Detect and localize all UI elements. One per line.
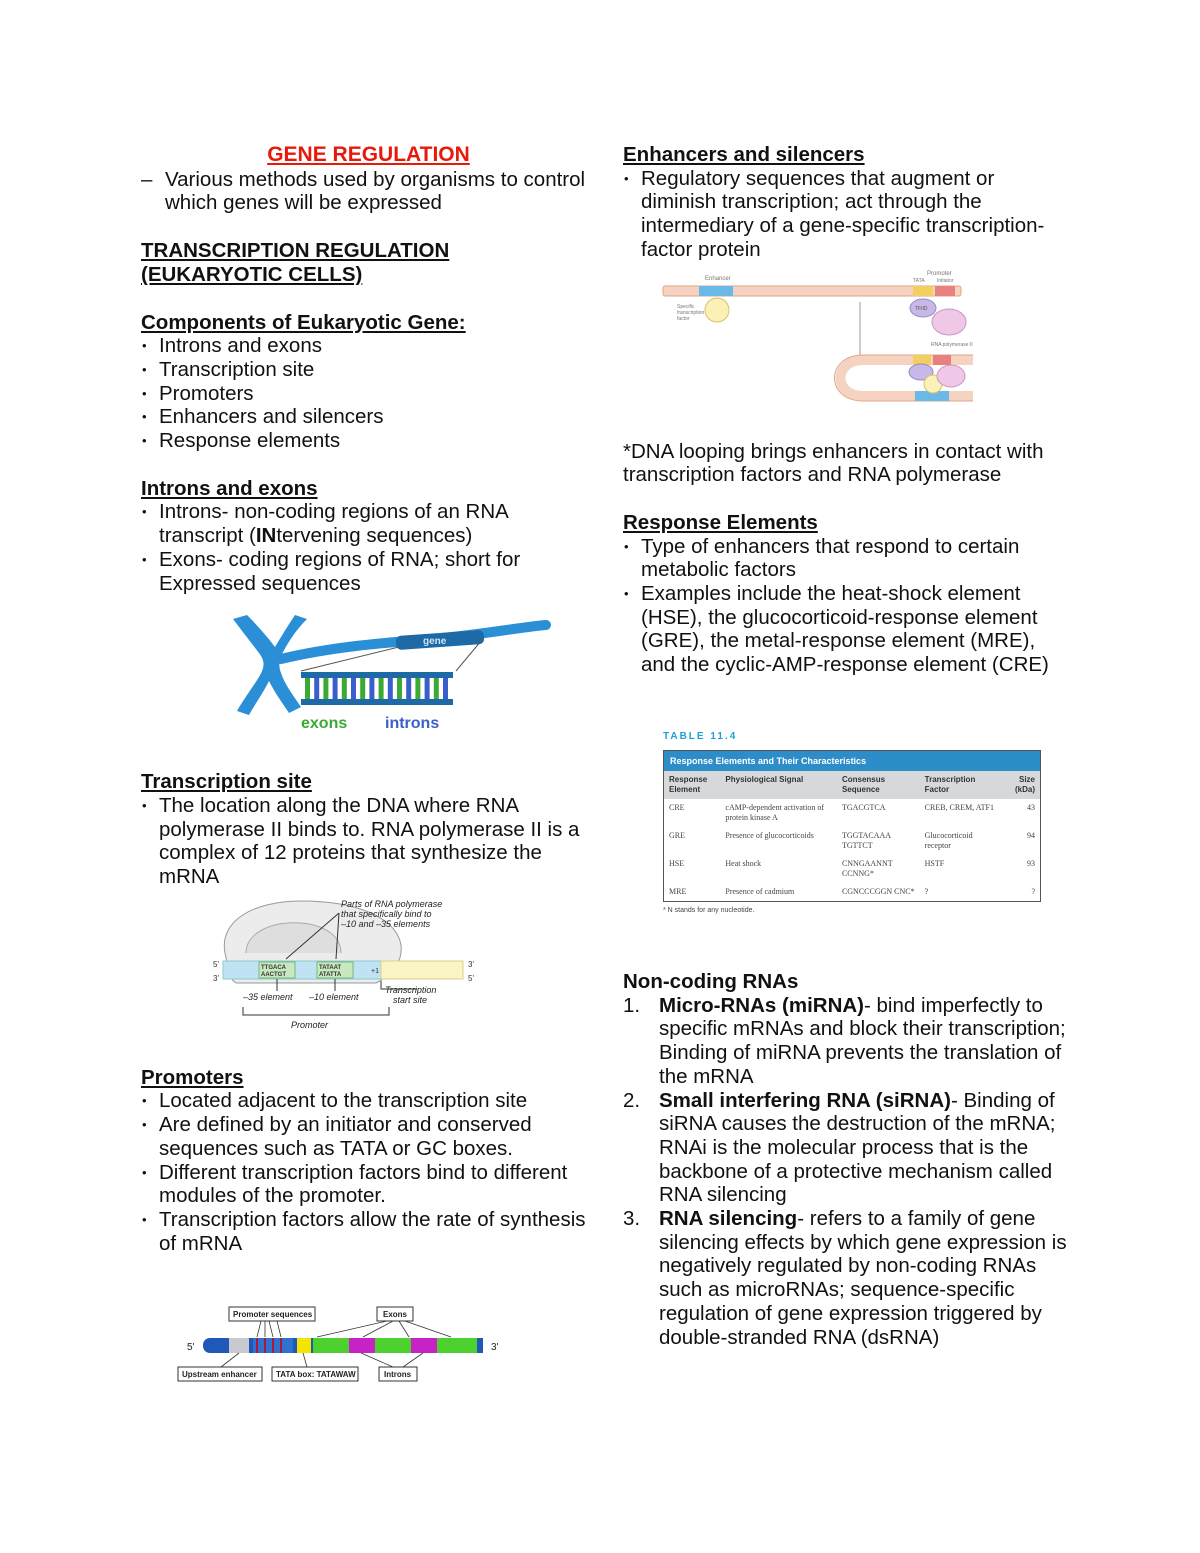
promoter-label: Promoter <box>927 270 952 277</box>
pointer-line <box>257 1321 261 1337</box>
list-item: • The location along the DNA where RNA polymerase II binds to. RNA polymerase II is a complex of 12 proteins that synthesize the mRNA <box>141 794 596 889</box>
pointer-line <box>303 1353 307 1367</box>
pointer-line <box>361 1353 393 1367</box>
rna-pol-label: RNA polymerase II <box>931 341 973 348</box>
item-number: 1. <box>623 993 641 1017</box>
list-item <box>141 500 596 547</box>
introns-box-label: Introns <box>384 1370 412 1380</box>
list-item: • Examples include the heat-shock element (HSE), the glucocorticoid-response element (GRE), the metal-response element (MRE), and the cyclic-AMP-response element (CRE) <box>623 582 1073 677</box>
table-cell: Presence of glucocorticoids <box>725 831 814 840</box>
list-item: • Located adjacent to the transcription site <box>141 1089 596 1113</box>
table-cell: GRE <box>669 831 685 840</box>
rna-pol-icon <box>932 309 966 335</box>
table-caption: Response Elements and Their Characteristics <box>664 751 1040 771</box>
item-text: - refers to a family of gene silencing effects by which gene expression is negatively regulated by non-coding RNAs such as microRNAs; sequence-specific regulation of gene expression triggered by double-stranded RNA (dsRNA) <box>659 1207 1067 1349</box>
gene-label: gene <box>423 636 447 648</box>
minus10-label: –10 element <box>309 991 359 1002</box>
table-cell: CRE <box>669 803 685 812</box>
dna-rung <box>360 678 365 699</box>
box1-top: TTGACA <box>261 964 286 971</box>
table-cell: 93 <box>1027 859 1035 868</box>
list-item: • Enhancers and silencers <box>141 405 596 429</box>
list-item: • Response elements <box>141 429 596 453</box>
tata-box-label: TATA box: TATAWAW <box>276 1370 356 1380</box>
list-item <box>623 994 1073 1089</box>
item-text: - Binding of siRNA causes the destruction of the mRNA; RNAi is the molecular process that is the backbone of a protective mechanism called RNA silencing <box>659 1088 1056 1207</box>
transcription-site-list <box>141 794 596 889</box>
item-bold: Micro-RNAs (miRNA) <box>659 993 864 1017</box>
gene-bar <box>203 1338 483 1353</box>
specific-tf-label-1: Specific <box>677 303 695 310</box>
item-bold: IN <box>255 524 277 548</box>
note-line1: Parts of RNA polymerase <box>341 898 443 909</box>
gene-exons-introns-figure <box>141 607 596 737</box>
intro-item: – Various methods used by organisms to control which genes will be expressed <box>141 168 596 215</box>
promoters-heading: Promoters <box>141 1065 244 1089</box>
enhancers-heading: Enhancers and silencers <box>623 143 865 166</box>
dna-rung <box>369 678 374 699</box>
response-elements-table-figure <box>663 730 1041 916</box>
dna-looping-figure <box>623 268 1073 428</box>
tata-label: TATA <box>913 277 925 284</box>
table-cell: TGGTACAAA TGTTCT <box>841 831 891 850</box>
table-label: TABLE 11.4 <box>663 731 738 742</box>
promoter-bracket <box>243 1007 389 1015</box>
note-line2: that specifically bind to <box>341 908 432 919</box>
box2-bottom: ATATTA <box>319 971 342 978</box>
table-cell: Heat shock <box>725 859 762 868</box>
initiator-label: Initiator <box>937 277 954 284</box>
box2-top: TATAAT <box>319 964 342 971</box>
exons-label: exons <box>301 715 348 733</box>
document-title: GENE REGULATION <box>267 143 470 166</box>
initiator-region-looped <box>933 355 951 365</box>
dna-rung <box>351 678 356 699</box>
promoters-list <box>141 1089 596 1255</box>
dna-rung <box>434 678 439 699</box>
noncoding-heading: Non-coding RNAs <box>623 970 799 993</box>
table-header: Transcription Factor <box>920 771 1003 799</box>
response-elements-list <box>623 535 1073 677</box>
noncoding-section <box>623 970 1073 1349</box>
intro-list <box>141 168 596 215</box>
minus35-label: –35 element <box>243 991 293 1002</box>
list-item <box>623 1089 1073 1208</box>
pointer-line <box>269 1321 273 1337</box>
item-bold: Small interfering RNA (siRNA) <box>659 1088 951 1112</box>
table-cell: ? <box>1031 887 1035 896</box>
pointer-line <box>317 1321 387 1337</box>
section-title-line2: (EUKARYOTIC CELLS) <box>141 262 363 286</box>
dna-rung <box>443 678 448 699</box>
list-item: • Exons- coding regions of RNA; short for Expressed sequences <box>141 548 596 595</box>
tfiid-label: TFIID <box>915 305 928 312</box>
transcription-site-heading: Transcription site <box>141 770 312 794</box>
three-prime-right: 3' <box>468 959 474 969</box>
response-elements-heading: Response Elements <box>623 510 818 534</box>
pointer-line <box>399 1321 409 1337</box>
pointer-line <box>221 1353 239 1367</box>
list-item: • Introns and exons <box>141 334 596 358</box>
list-item <box>623 1207 1073 1349</box>
exons-box-label: Exons <box>383 1310 408 1320</box>
introns-exons-heading: Introns and exons <box>141 476 318 500</box>
dna-ladder <box>301 672 453 705</box>
item-text: Introns- non-coding regions of an RNA transcript ( <box>159 500 508 548</box>
table-cell: HSTF <box>924 859 945 868</box>
table-row <box>664 827 1040 855</box>
pointer-line <box>405 1321 451 1337</box>
rna-polymerase-promoter-figure <box>141 893 596 1038</box>
item-number: 2. <box>623 1088 641 1112</box>
plus-one-label: +1 <box>371 967 379 975</box>
start-label-2: start site <box>393 994 428 1005</box>
three-prime-left: 3' <box>213 973 219 983</box>
table-cell: CREB, CREM, ATF1 <box>924 803 995 812</box>
table-header: Consensus Sequence <box>837 771 920 799</box>
start-label-1: Transcription <box>385 984 437 995</box>
item-bold: RNA silencing <box>659 1207 798 1231</box>
dna-rung <box>415 678 420 699</box>
five-prime-left: 5' <box>213 959 219 969</box>
section-title-line1: TRANSCRIPTION REGULATION <box>141 239 450 263</box>
initiator-region <box>935 286 955 296</box>
introns-exons-list <box>141 500 596 595</box>
dna-rung <box>388 678 393 699</box>
list-item: • Are defined by an initiator and conserved sequences such as TATA or GC boxes. <box>141 1113 596 1160</box>
table-header: Size (kDa) <box>1002 771 1040 799</box>
table-cell: ? <box>924 887 929 896</box>
list-item: • Different transcription factors bind to different modules of the promoter. <box>141 1161 596 1208</box>
list-item: • Type of enhancers that respond to certain metabolic factors <box>623 535 1073 582</box>
table-cell: cAMP-dependent activation of protein kinase A <box>725 803 825 822</box>
specific-tf-label-3: factor <box>677 315 690 322</box>
upstream-enhancer-label: Upstream enhancer <box>182 1370 257 1380</box>
five-prime-label: 5' <box>187 1342 195 1354</box>
components-list <box>141 334 596 453</box>
chromosome-icon <box>233 615 307 715</box>
left-column <box>141 143 596 1445</box>
box1-bottom: AACTGT <box>261 971 286 978</box>
enhancers-list <box>623 167 1073 262</box>
dna-rung <box>425 678 430 699</box>
dna-rung <box>379 678 384 699</box>
dna-rung <box>342 678 347 699</box>
table-cell: CNNGAANNT CCNNG* <box>841 859 893 878</box>
three-prime-label: 3' <box>491 1342 499 1354</box>
item-text: - bind imperfectly to specific mRNAs and block their transcription; Binding of miRNA prevents the translation of the mRNA <box>659 993 1066 1088</box>
promoter-sequences-label: Promoter sequences <box>233 1310 313 1320</box>
item-text: tervening sequences) <box>276 524 473 548</box>
dna-rung <box>397 678 402 699</box>
table-footnote: * N stands for any nucleotide. <box>663 907 755 914</box>
table-header: Response Element <box>664 771 720 799</box>
pointer-line <box>277 1321 281 1337</box>
enhancer-region <box>699 286 733 296</box>
dna-rung <box>333 678 338 699</box>
pointer-line <box>403 1353 423 1367</box>
table-cell: MRE <box>669 887 687 896</box>
list-item: • Transcription site <box>141 358 596 382</box>
dna-rung <box>305 678 310 699</box>
table-cell: Glucocorticoid receptor <box>924 831 973 850</box>
tata-region <box>913 286 933 296</box>
dna-rung <box>314 678 319 699</box>
promoter-sequences-figure <box>141 1305 596 1445</box>
dna-rung <box>323 678 328 699</box>
tata-region-looped <box>913 355 931 365</box>
table-cell: CGNCCCGGN CNC* <box>841 887 915 896</box>
table-header: Physiological Signal <box>720 771 837 799</box>
list-item: • Regulatory sequences that augment or diminish transcription; act through the intermediary of a gene-specific transcription-factor protein <box>623 167 1073 262</box>
transcribed-dna <box>381 961 463 979</box>
specific-tf-icon <box>705 298 729 322</box>
table-cell: 43 <box>1027 803 1035 812</box>
rna-pol-looped-icon <box>937 365 965 387</box>
table-row <box>664 799 1040 827</box>
note-line3: –10 and –35 elements <box>341 918 431 929</box>
table-row <box>664 855 1040 883</box>
response-elements-table <box>664 771 1040 901</box>
five-prime-right: 5' <box>468 973 474 983</box>
components-heading: Components of Eukaryotic Gene: <box>141 310 466 334</box>
specific-tf-label-2: transcription <box>677 309 705 316</box>
list-item: • Transcription factors allow the rate of synthesis of mRNA <box>141 1208 596 1255</box>
dna-rung <box>406 678 411 699</box>
table-cell: TGACGTCA <box>841 803 886 812</box>
table-cell: Presence of cadmium <box>725 887 795 896</box>
right-column <box>623 143 1073 677</box>
noncoding-list <box>623 994 1073 1350</box>
table-cell: 94 <box>1027 831 1035 840</box>
list-item: • Promoters <box>141 382 596 406</box>
table-cell: HSE <box>669 859 685 868</box>
promoter-label: Promoter <box>291 1019 329 1030</box>
introns-label: introns <box>385 715 440 733</box>
looping-note: *DNA looping brings enhancers in contact with transcription factors and RNA polymerase <box>623 439 1044 487</box>
table-box <box>663 750 1041 902</box>
table-header-row <box>664 771 1040 799</box>
table-row <box>664 883 1040 901</box>
enhancer-label: Enhancer <box>705 275 731 282</box>
item-number: 3. <box>623 1207 641 1231</box>
